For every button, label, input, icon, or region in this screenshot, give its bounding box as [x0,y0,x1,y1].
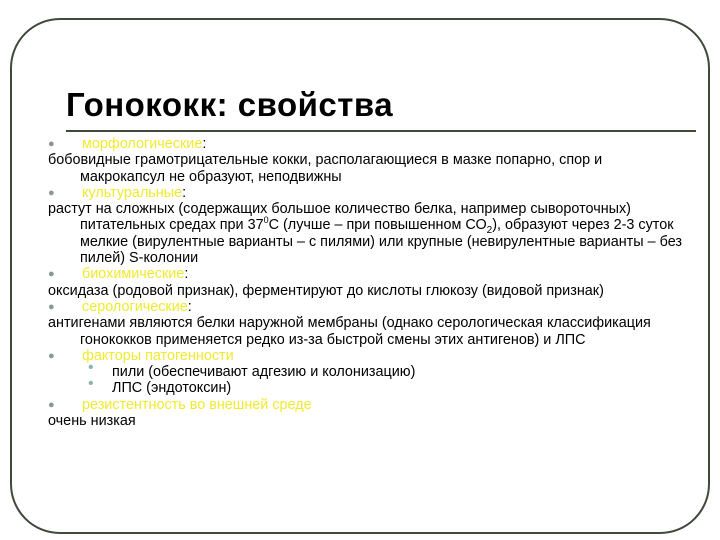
section-label: резистентность во внешней среде [82,396,312,413]
sub-bullet-icon: • [88,375,94,393]
section-body: антигенами являются белки наружной мембраны (однако серологическая классификация гонококков применяется редко из-за быстрой смены этих антигенов) и ЛПС [48,315,651,348]
section-label: биохимические [82,266,185,283]
subitem: • пили (обеспечивают адгезию и колонизацию) [88,359,416,381]
section-cultural: ● культуральные: растут на сложных (содержащих большое количество белка, например сывороточных) питательных средах при $37^0С$ (лучше – при повышенном $СО_2$), образуют через 2-3 суток мелкие (вирулентные варианты – с пилями) или крупные (невирулентные варианты – без пилей) S-колонии [48,185,688,266]
section-serological: ● серологические: антигенами являются белки наружной мембраны (однако серологическая классификация гонококков применяется редко из-за быстрой смены этих антигенов) и ЛПС [48,299,688,348]
bullet-icon: ● [48,268,55,281]
bullet-icon: ● [48,300,55,313]
section-body: растут на сложных (содержащих большое количество белка, например сывороточных) питательных средах при $37^0С$ (лучше – при повышенном $СО_2$), образуют через 2-3 суток мелкие (вирулентные варианты – с пилями) или крупные (невирулентные варианты – без пилей) S-колонии [48,201,682,267]
section-body: бобовидные грамотрицательные кокки, располагающиеся в мазке попарно, спор и макрокапсул не образуют, неподвижны [48,152,603,185]
slide-title: Гонококк: свойства [66,86,394,123]
bullet-icon: ● [48,138,55,150]
section-label: культуральные [82,184,183,201]
title-underline [66,130,696,132]
slide-content [48,136,688,429]
subitem: • ЛПС (эндотоксин) [88,375,232,397]
bullet-icon: ● [48,186,55,199]
section-pathogenicity [48,348,688,397]
section-morphology: ● морфологические: бобовидные грамотрицательные кокки, располагающиеся в мазке попарно, спор и макрокапсул не образуют, неподвижны [48,136,688,185]
bullet-icon: ● [48,398,55,411]
sub-bullet-icon: • [88,359,94,377]
section-label: морфологические [82,136,203,152]
section-resistance [48,397,688,430]
section-label: факторы патогенности [82,347,234,364]
section-biochemical: ● биохимические: оксидаза (родовой признак), ферментируют до кислоты глюкозу (видовой признак) [48,266,688,299]
section-body: оксидаза (родовой признак), ферментируют до кислоты глюкозу (видовой признак) [48,282,604,299]
section-body: очень низкая [48,413,136,430]
bullet-icon: ● [48,349,55,362]
section-label: серологические [82,298,188,315]
